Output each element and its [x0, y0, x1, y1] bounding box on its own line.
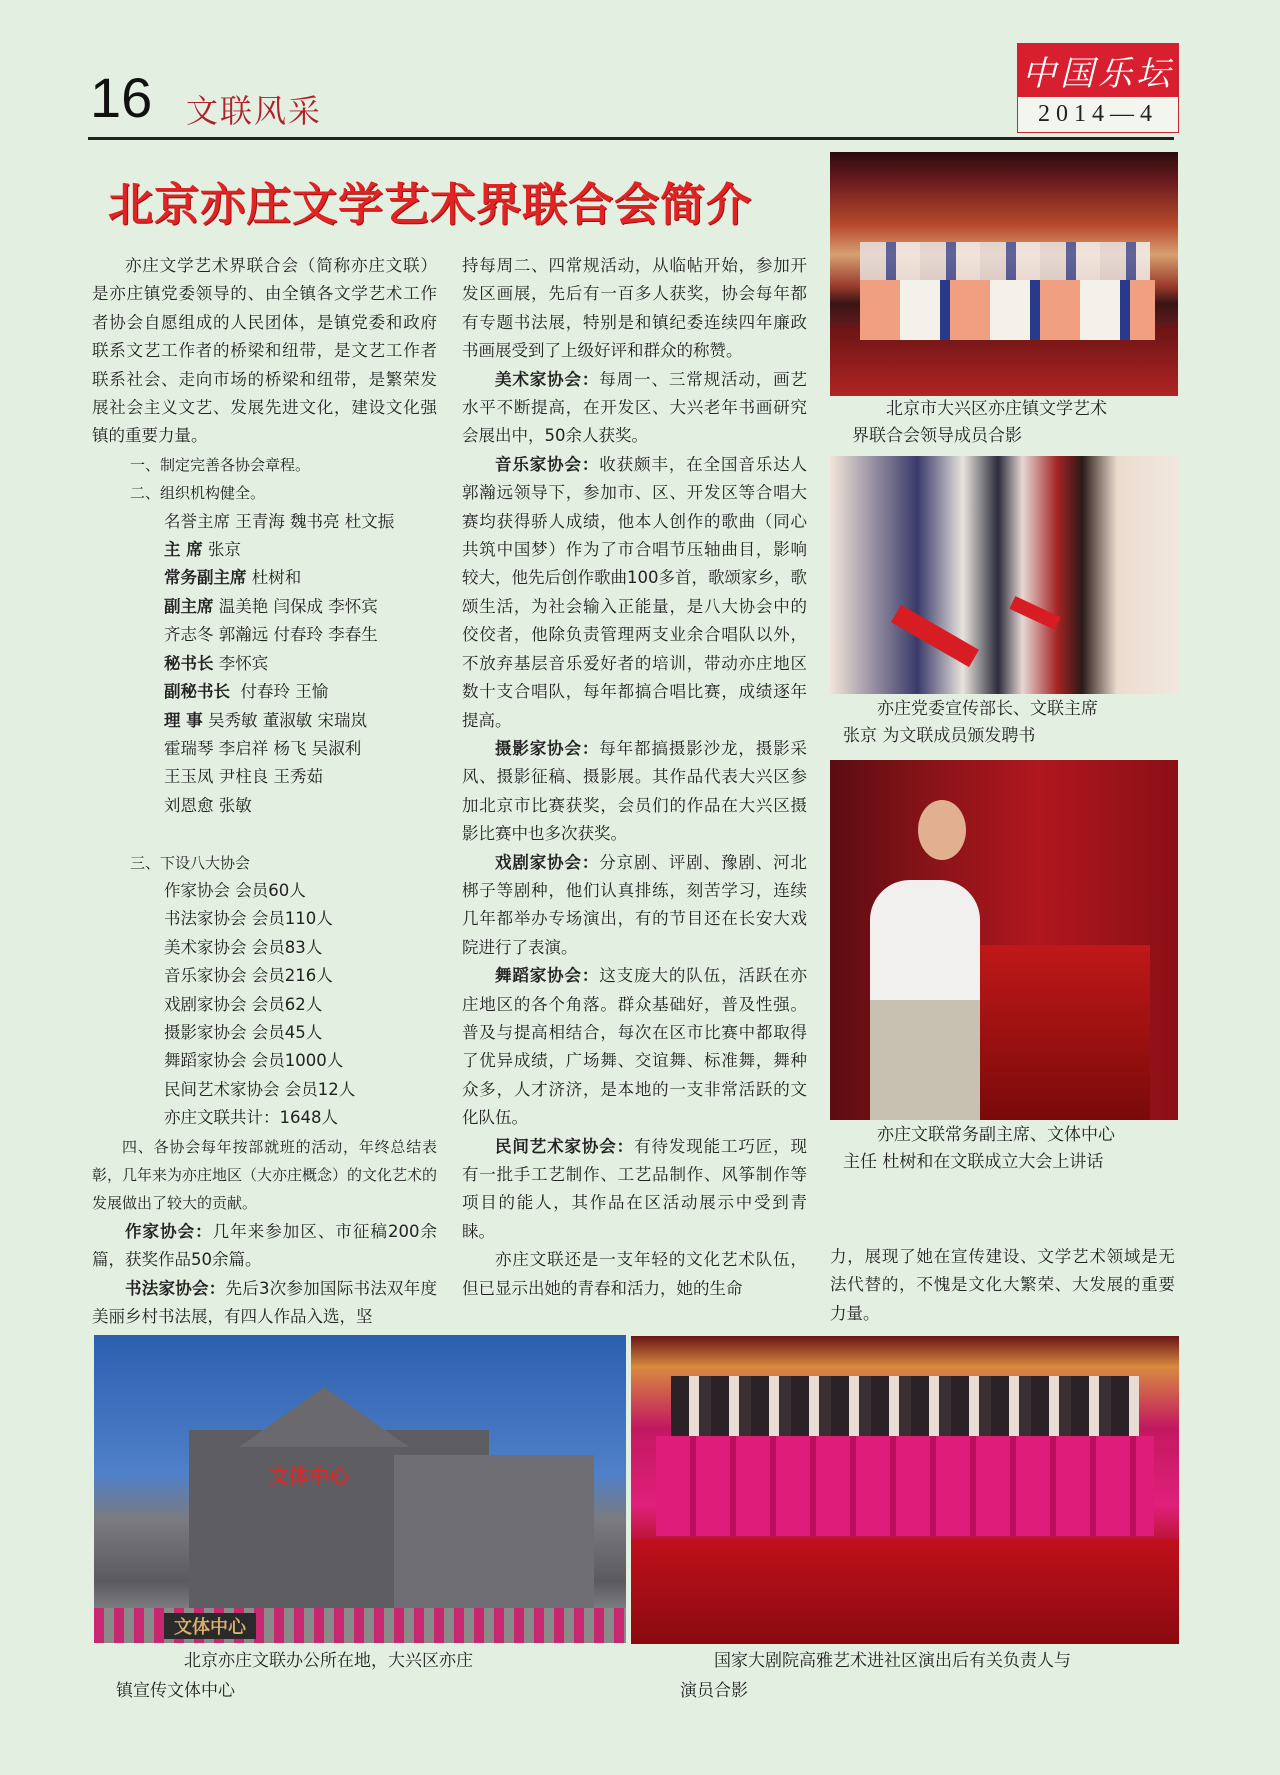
red-certificate	[891, 605, 979, 667]
photo-culture-center	[94, 1335, 626, 1643]
caption-group-photo: 国家大剧院高雅艺术进社区演出后有关负责人与 演员合影	[680, 1651, 1071, 1701]
stage-floor	[631, 1539, 1179, 1644]
podium	[980, 945, 1150, 1120]
front-row-dancers	[656, 1436, 1154, 1536]
header-divider	[88, 137, 1174, 140]
association-item: 舞蹈家协会 会员1000人	[164, 1051, 344, 1071]
paragraph-fine-arts: 美术家协会：每周一、三常规活动，画艺水平不断提高，在开发区、大兴老年书画研究会展出中，50余人获奖。	[462, 369, 808, 446]
paragraph-dance: 舞蹈家协会：这支庞大的队伍，活跃在亦庄地区的各个角落。群众基础好，普及性强。普及与提高相结合，每次在区市比赛中都取得了优异成绩，广场舞、交谊舞、标准舞，舞种众多，人才济济，是本地的一支非常活跃的文化队伍。	[462, 966, 808, 1128]
org-row: 理 事 吴秀敏 董淑敏 宋瑞岚	[164, 710, 367, 730]
photo-speech	[830, 760, 1178, 1120]
building-roof	[239, 1387, 409, 1447]
association-item: 摄影家协会 会员45人	[164, 1022, 323, 1042]
magazine-name: 中国乐坛	[1018, 44, 1178, 97]
front-row-people	[860, 280, 1155, 340]
speaker-head	[918, 800, 966, 860]
building-sign: 文体中心	[269, 1464, 349, 1488]
photo-certificate-ceremony	[830, 456, 1180, 694]
org-row: 副秘书长 付春玲 王愉	[164, 682, 329, 702]
caption-culture-center: 北京亦庄文联办公所在地，大兴区亦庄 镇宣传文体中心	[116, 1651, 473, 1701]
association-item: 音乐家协会 会员216人	[164, 966, 333, 986]
association-item: 美术家协会 会员83人	[164, 937, 323, 957]
org-row: 副主席 温美艳 闫保成 李怀宾	[164, 596, 378, 616]
org-row: 主 席 张京	[164, 540, 241, 560]
point-4: 四、各协会每年按部就班的活动，年终总结表彰，几年来为亦庄地区（大亦庄概念）的文化艺术的发展做出了较大的贡献。	[92, 1137, 438, 1213]
associations-list	[92, 877, 437, 1133]
photo-group	[631, 1336, 1179, 1644]
org-row: 刘恩愈 张敏	[164, 795, 252, 815]
caption-leadership-group: 北京市大兴区亦庄镇文学艺术 界联合会领导成员合影	[852, 399, 1107, 446]
closing-paragraph: 力，展现了她在宣传建设、文学艺术领域是无法代替的，不愧是文化大繁荣、大发展的重要力量。	[830, 1247, 1175, 1323]
ground-sign: 文体中心	[164, 1613, 256, 1639]
paragraph-drama: 戏剧家协会：分京剧、评剧、豫剧、河北梆子等剧种，他们认真排练，刻苦学习，连续几年都举办专场演出，有的节目还在长安大戏院进行了表演。	[462, 852, 808, 957]
org-row: 齐志冬 郭瀚远 付春玲 李春生	[164, 625, 378, 645]
paragraph-music: 音乐家协会：收获颇丰，在全国音乐达人郭瀚远领导下，参加市、区、开发区等合唱大赛均获得骄人成绩，他本人创作的歌曲（同心共筑中国梦）作为了市合唱节压轴曲目，影响较大，他先后创作歌曲100多首，歌颂家乡，歌颂生活，为社会输入正能量，是八大协会中的佼佼者，他除负责管理两支业余合唱队以外，不放弃基层音乐爱好者的培训，带动亦庄地区数十支合唱队，每年都搞合唱比赛，成绩逐年提高。	[462, 454, 808, 730]
point-2: 二、组织机构健全。	[130, 484, 266, 503]
intro-paragraph: 亦庄文学艺术界联合会（简称亦庄文联）是亦庄镇党委领导的、由全镇各文学艺术工作者协会自愿组成的人民团体，是镇党委和政府联系文艺工作者的桥梁和纽带，是文艺工作者联系社会、走向市场的桥梁和纽带，是繁荣发展社会主义文艺、发展先进文化，建设文化强镇的重要力量。	[92, 256, 437, 446]
paragraph-calligraphy-cont: 持每周二、四常规活动，从临帖开始，参加开发区画展，先后有一百多人获奖，协会每年都有专题书法展，特别是和镇纪委连续四年廉政书画展受到了上级好评和群众的称赞。	[462, 256, 807, 361]
organization-list	[92, 508, 437, 820]
association-item: 戏剧家协会 会员62人	[164, 994, 323, 1014]
org-row: 名誉主席 王青海 魏书亮 杜文振	[164, 511, 395, 531]
org-row: 霍瑞琴 李启祥 杨飞 吴淑利	[164, 738, 362, 758]
building-wing	[394, 1455, 594, 1620]
org-row: 王玉凤 尹柱良 王秀茹	[164, 767, 323, 787]
point-3: 三、下设八大协会	[130, 853, 251, 872]
association-item: 书法家协会 会员110人	[164, 909, 333, 929]
speaker	[870, 880, 980, 1120]
photo-leadership-group	[830, 152, 1178, 396]
association-item: 民间艺术家协会 会员12人	[164, 1079, 356, 1099]
back-row-people	[860, 242, 1150, 282]
column-2	[462, 252, 807, 1303]
column-1	[92, 252, 437, 1331]
caption-certificate-ceremony: 亦庄党委宣传部长、文联主席 张京 为文联成员颁发聘书	[843, 699, 1098, 746]
paragraph-writers: 作家协会：几年来参加区、市征稿200余篇，获奖作品50余篇。	[92, 1221, 437, 1270]
association-total: 亦庄文联共计：1648人	[164, 1108, 338, 1128]
paragraph-calligraphy: 书法家协会：先后3次参加国际书法双年度美丽乡村书法展，有四人作品入选，坚	[92, 1278, 437, 1327]
red-certificate	[1009, 596, 1060, 630]
paragraph-folk-art: 民间艺术家协会：有待发现能工巧匠，现有一批手工艺制作、工艺品制作、风筝制作等项目的能人，其作品在区活动展示中受到青睐。	[462, 1136, 808, 1241]
paragraph-photography: 摄影家协会：每年都搞摄影沙龙，摄影采风、摄影征稿、摄影展。其作品代表大兴区参加北京市比赛获奖，会员们的作品在大兴区摄影比赛中也多次获奖。	[462, 738, 808, 844]
page-number: 16	[90, 66, 153, 129]
caption-speech: 亦庄文联常务副主席、文体中心 主任 杜树和在文联成立大会上讲话	[843, 1125, 1115, 1172]
association-item: 作家协会 会员60人	[164, 880, 306, 900]
article-title: 北京亦庄文学艺术界联合会简介	[108, 178, 753, 231]
org-row: 秘书长 李怀宾	[164, 653, 269, 673]
paragraph-conclusion: 亦庄文联还是一支年轻的文化艺术队伍，但已显示出她的青春和活力，她的生命	[462, 1250, 807, 1298]
point-1: 一、制定完善各协会章程。	[130, 455, 311, 474]
org-row: 常务副主席 杜树和	[164, 568, 302, 588]
section-title: 文联风采	[186, 92, 323, 130]
issue-number: 2014—4	[1038, 101, 1158, 127]
magazine-logo	[1017, 43, 1179, 133]
